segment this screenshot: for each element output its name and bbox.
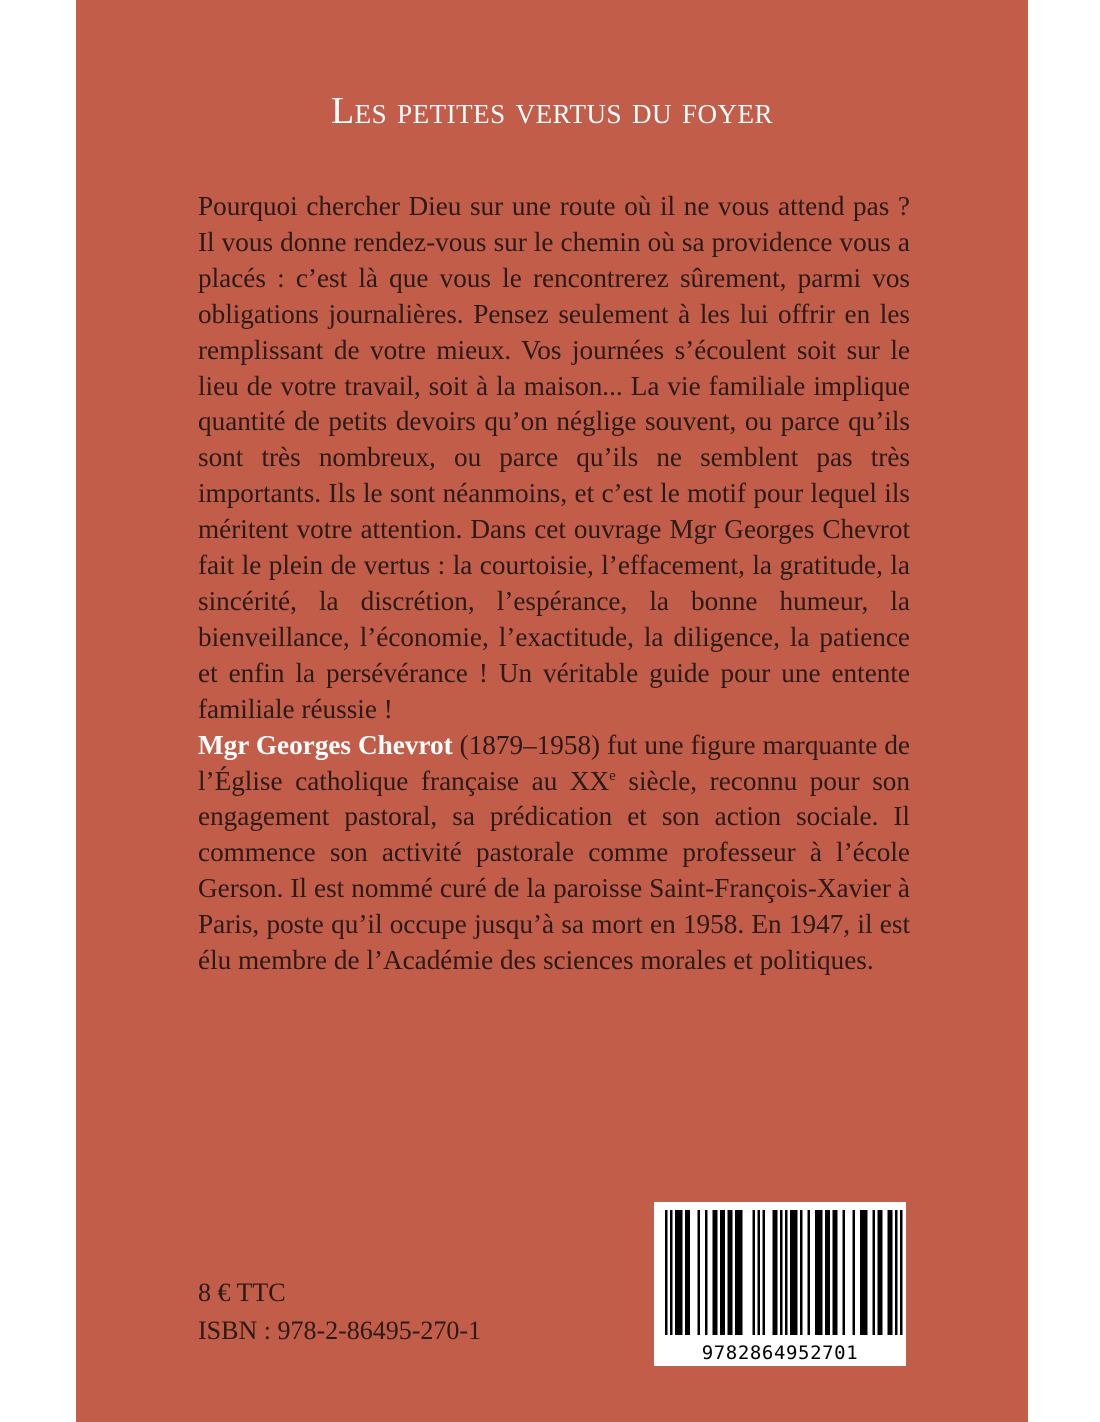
barcode-bar	[793, 1210, 796, 1335]
barcode-bar	[818, 1210, 821, 1335]
barcode-bar	[873, 1210, 876, 1335]
price-info	[198, 1274, 481, 1350]
barcode-bar	[723, 1210, 726, 1335]
barcode-bar	[853, 1210, 856, 1335]
barcode-bar	[825, 1210, 828, 1335]
isbn-label: ISBN : 978-2-86495-270-1	[198, 1316, 482, 1345]
barcode-bar	[678, 1210, 681, 1335]
barcode-bar	[820, 1210, 823, 1335]
book-title: Les petites vertus du foyer	[330, 90, 774, 132]
barcode-bar	[735, 1210, 738, 1335]
barcode-bar	[720, 1210, 723, 1335]
barcode-bar	[730, 1210, 733, 1335]
barcode-bar	[728, 1210, 731, 1335]
barcode-bar	[790, 1210, 793, 1335]
barcode	[654, 1202, 906, 1366]
bio-text-2: siècle, reconnu pour son engagement pastoral, sa prédication et son action sociale. Il commence son activité pastorale comme professeur à l’école Gerson. Il est nommé curé de la paroisse Saint-François-Xavier à Paris, poste qu’il occupe jusqu’à sa mort en 1958. En 1947, il est élu membre de l’Académie des sciences morales et politiques.	[198, 765, 910, 976]
barcode-bar	[815, 1210, 818, 1335]
barcode-bar	[800, 1210, 803, 1335]
bio-text-1: (1879–1958) fut une figure marquante de l’Église catholique française au XX	[198, 729, 910, 796]
barcode-bar	[740, 1210, 743, 1335]
barcode-bar	[835, 1210, 838, 1335]
barcode-bar	[880, 1210, 883, 1335]
barcode-bar	[860, 1210, 863, 1335]
barcode-bar	[758, 1210, 761, 1335]
barcode-bar	[833, 1210, 836, 1335]
back-cover-text	[198, 189, 910, 979]
barcode-bar	[888, 1210, 891, 1335]
barcode-bar	[763, 1210, 766, 1335]
barcode-bar	[865, 1210, 868, 1335]
barcode-bar	[900, 1210, 903, 1335]
barcode-bar	[878, 1210, 881, 1335]
barcode-bar	[808, 1210, 811, 1335]
century-superscript: e	[609, 767, 616, 784]
barcode-bar	[753, 1210, 756, 1335]
barcode-bar	[895, 1210, 898, 1335]
barcode-bar	[780, 1210, 783, 1335]
barcode-bar	[670, 1210, 673, 1335]
price-label: 8 € TTC	[198, 1278, 286, 1307]
barcode-bar	[890, 1210, 893, 1335]
description-paragraph: Pourquoi chercher Dieu sur une route où il ne vous attend pas ? Il vous donne rendez-vous sur le chemin où sa providence vous a placés : c’est là que vous le rencontrerez sûrement, parmi vos obligations journalières. Pensez seulement à les lui offrir en les remplissant de votre mieux. Vos journées s’écoulent soit sur le lieu de votre travail, soit à la maison... La vie familiale implique quantité de petits devoirs qu’on néglige souvent, ou parce qu’ils sont très nombreux, ou parce qu’ils ne semblent pas très importants. Ils le sont néanmoins, et c’est le motif pour lequel ils méritent votre attention. Dans cet ouvrage Mgr Georges Chevrot fait le plein de vertus : la courtoisie, l’effacement, la gratitude, la sincérité, la discrétion, l’espérance, la bonne humeur, la bienveillance, l’économie, l’exactitude, la diligence, la patience et enfin la persévérance ! Un véritable guide pour une entente familiale réussie !	[198, 191, 910, 724]
barcode-bar	[680, 1210, 683, 1335]
barcode-bar	[863, 1210, 866, 1335]
back-cover	[76, 0, 1028, 1422]
barcode-digits: 9782864952701	[701, 1342, 859, 1364]
barcode-bar	[773, 1210, 776, 1335]
barcode-bar	[828, 1210, 831, 1335]
barcode-bar	[795, 1210, 798, 1335]
barcode-bar	[665, 1210, 668, 1335]
barcode-bar	[705, 1210, 708, 1335]
barcode-bar	[843, 1210, 846, 1335]
barcode-bar	[688, 1210, 691, 1335]
barcode-bar	[675, 1210, 678, 1335]
author-name: Mgr Georges Chevrot	[198, 729, 453, 760]
barcode-bar	[715, 1210, 718, 1335]
author-bio-paragraph	[198, 728, 910, 979]
barcode-graphic	[654, 1202, 906, 1366]
barcode-bar	[738, 1210, 741, 1335]
barcode-bar	[775, 1210, 778, 1335]
barcode-bar	[698, 1210, 701, 1335]
barcode-bar	[785, 1210, 788, 1335]
barcode-bar	[685, 1210, 688, 1335]
barcode-bar	[713, 1210, 716, 1335]
